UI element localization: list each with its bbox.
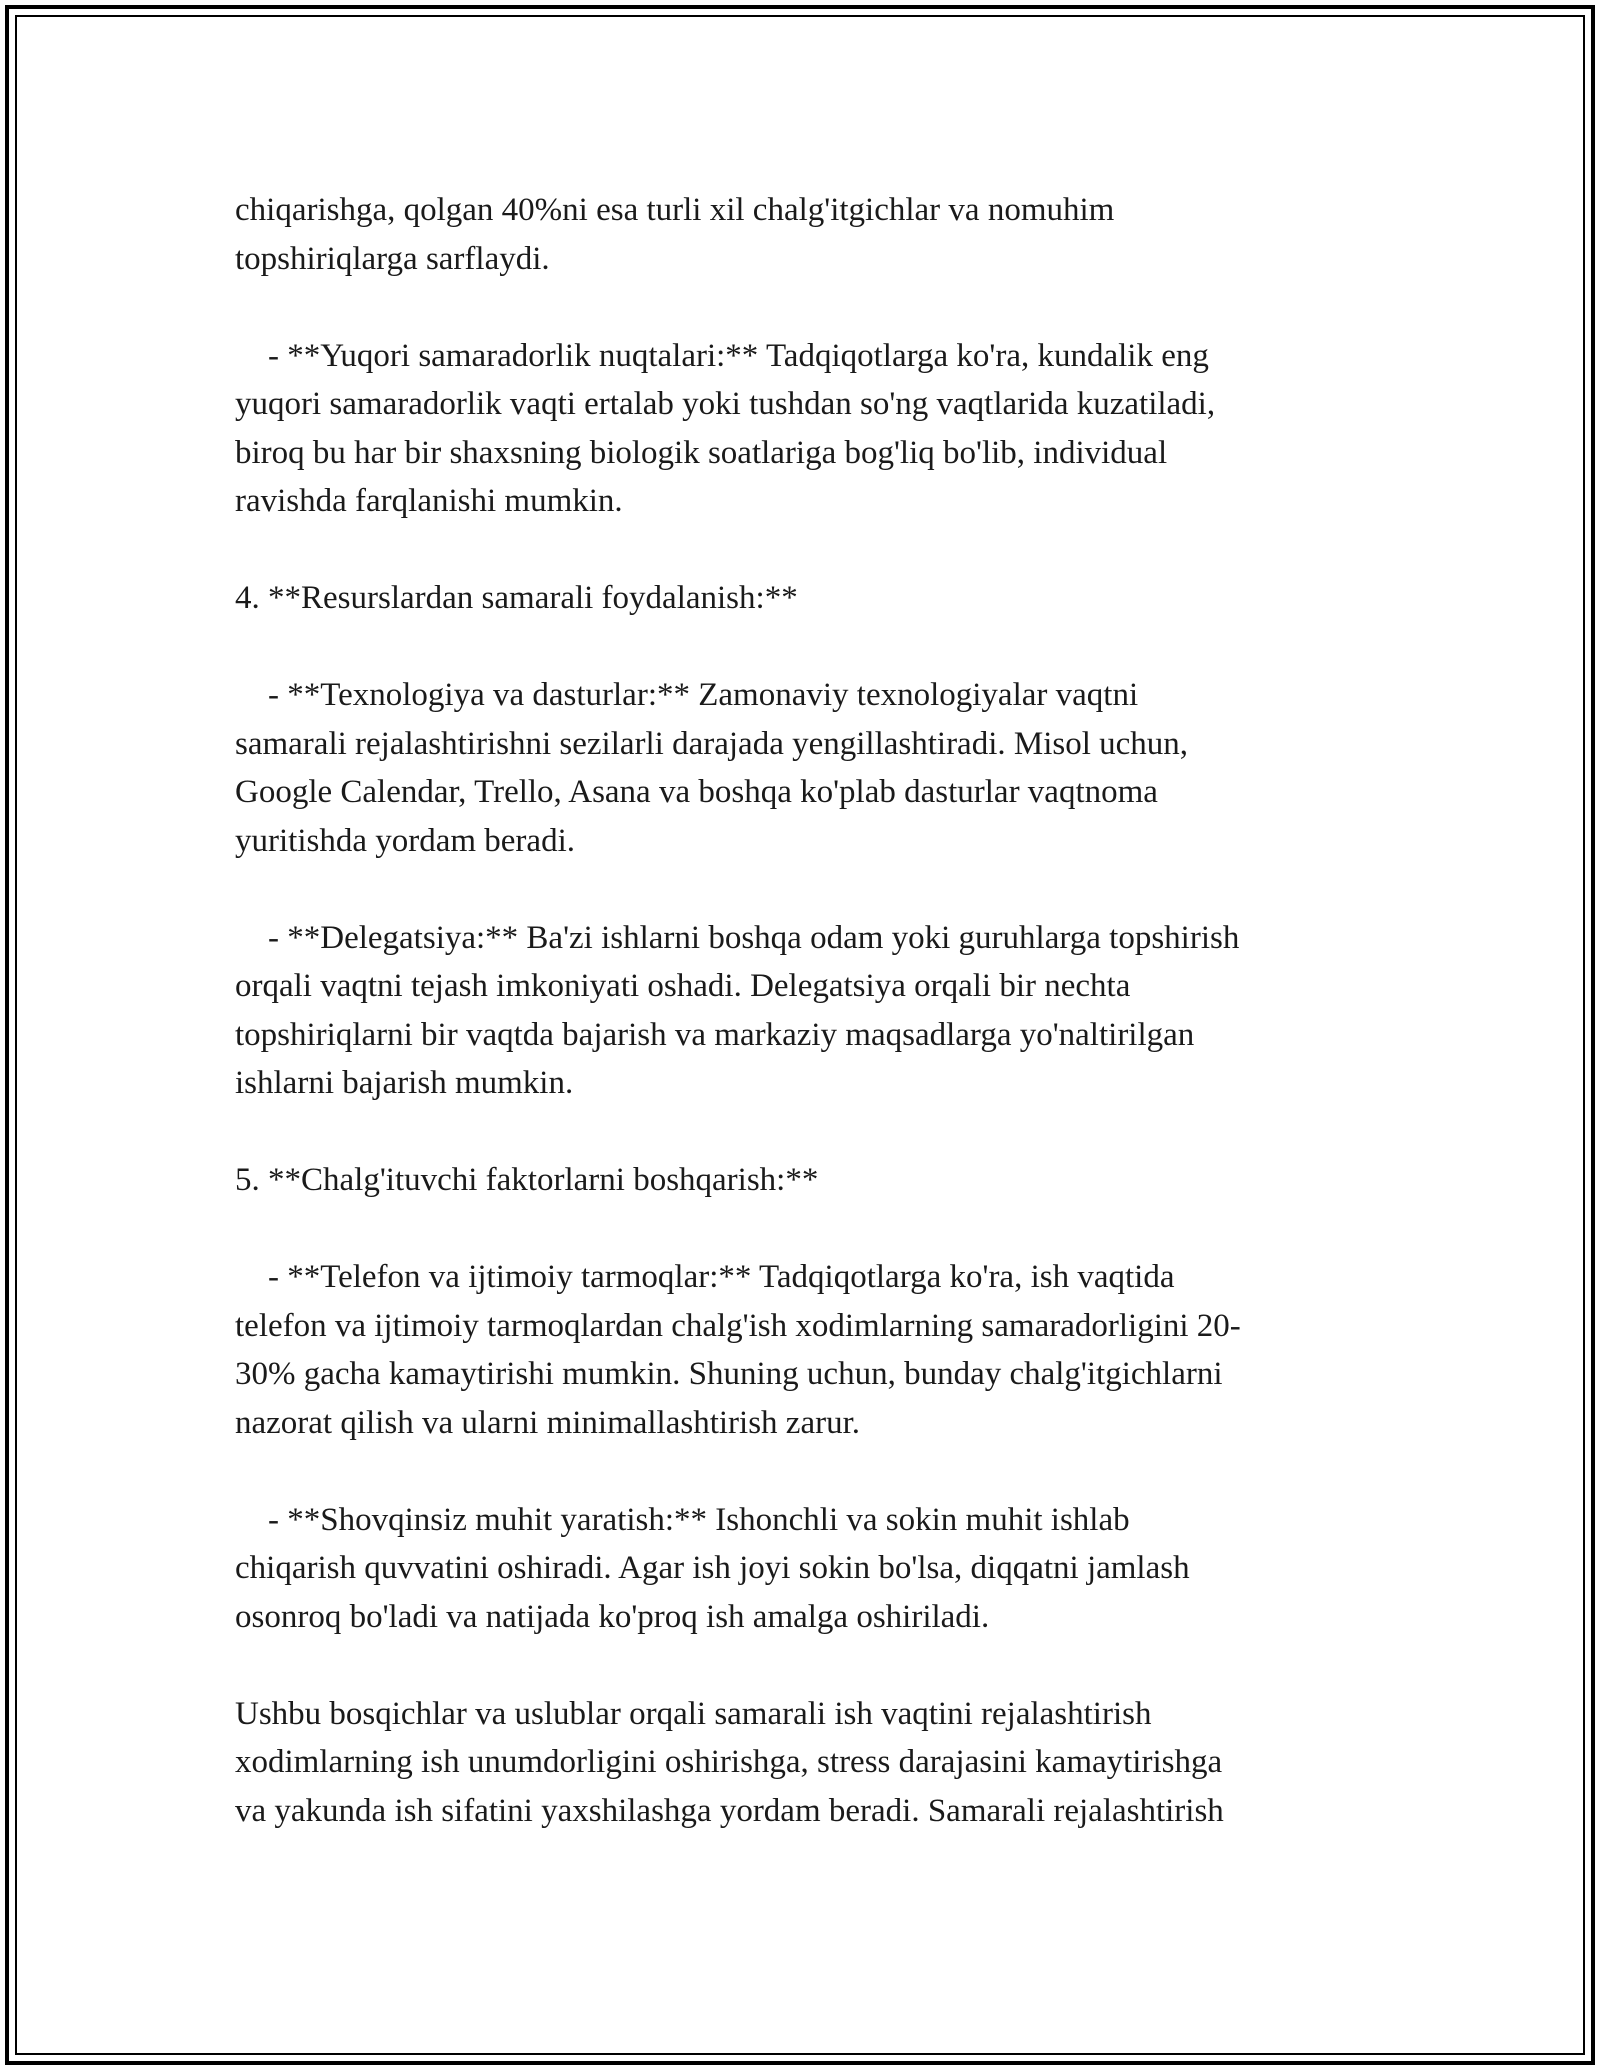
paragraph-conclusion: Ushbu bosqichlar va uslublar orqali samarali ish vaqtini rejalashtirish xodimlarning ish unumdorligini oshirishga, stress darajasini kamaytirishga va yakunda ish sifatini yaxshilashga yordam beradi. Samarali rejalashtirish <box>235 1695 1224 1829</box>
paragraph-delegation: - **Delegatsiya:** Ba'zi ishlarni boshqa odam yoki guruhlarga topshirish orqali vaqtni tejash imkoniyati oshadi. Delegatsiya orqali bir nechta topshiriqlarni bir vaqtda bajarish va markaziy maqsadlarga yo'naltirilgan ishlarni bajarish mumkin. <box>235 919 1240 1101</box>
paragraph-phone-social: - **Telefon va ijtimoiy tarmoqlar:** Tadqiqotlarga ko'ra, ish vaqtida telefon va ijtimoiy tarmoqlardan chalg'ish xodimlarning samaradorligini 20- 30% gacha kamaytirishi mumkin. Shuning uchun, bunday chalg'itgichlarni nazorat qilish va ularni minimallashtirish zarur. <box>235 1259 1241 1441</box>
paragraph-continuation: chiqarishga, qolgan 40%ni esa turli xil chalg'itgichlar va nomuhim topshiriqlarga sarflaydi. <box>235 192 1115 277</box>
heading-distractions: 5. **Chalg'ituvchi faktorlarni boshqarish:** <box>235 1162 819 1198</box>
paragraph-technology: - **Texnologiya va dasturlar:** Zamonaviy texnologiyalar vaqtni samarali rejalashtirishni sezilarli darajada yengillashtiradi. Misol uchun, Google Calendar, Trello, Asana va boshqa ko'plab dasturlar vaqtnoma yuritishda yordam beradi. <box>235 677 1189 859</box>
paragraph-peak-productivity: - **Yuqori samaradorlik nuqtalari:** Tadqiqotlarga ko'ra, kundalik eng yuqori samaradorlik vaqti ertalab yoki tushdan so'ng vaqtlarida kuzatiladi, biroq bu har bir shaxsning biologik soatlariga bog'liq bo'lib, individual ravishda farqlanishi mumkin. <box>235 337 1216 519</box>
heading-resources: 4. **Resurslardan samarali foydalanish:** <box>235 580 798 616</box>
paragraph-quiet-environment: - **Shovqinsiz muhit yaratish:** Ishonchli va sokin muhit ishlab chiqarish quvvatini oshiradi. Agar ish joyi sokin bo'lsa, diqqatni jamlash osonroq bo'ladi va natijada ko'proq ish amalga oshiriladi. <box>235 1501 1190 1635</box>
document-body <box>235 186 1375 1835</box>
